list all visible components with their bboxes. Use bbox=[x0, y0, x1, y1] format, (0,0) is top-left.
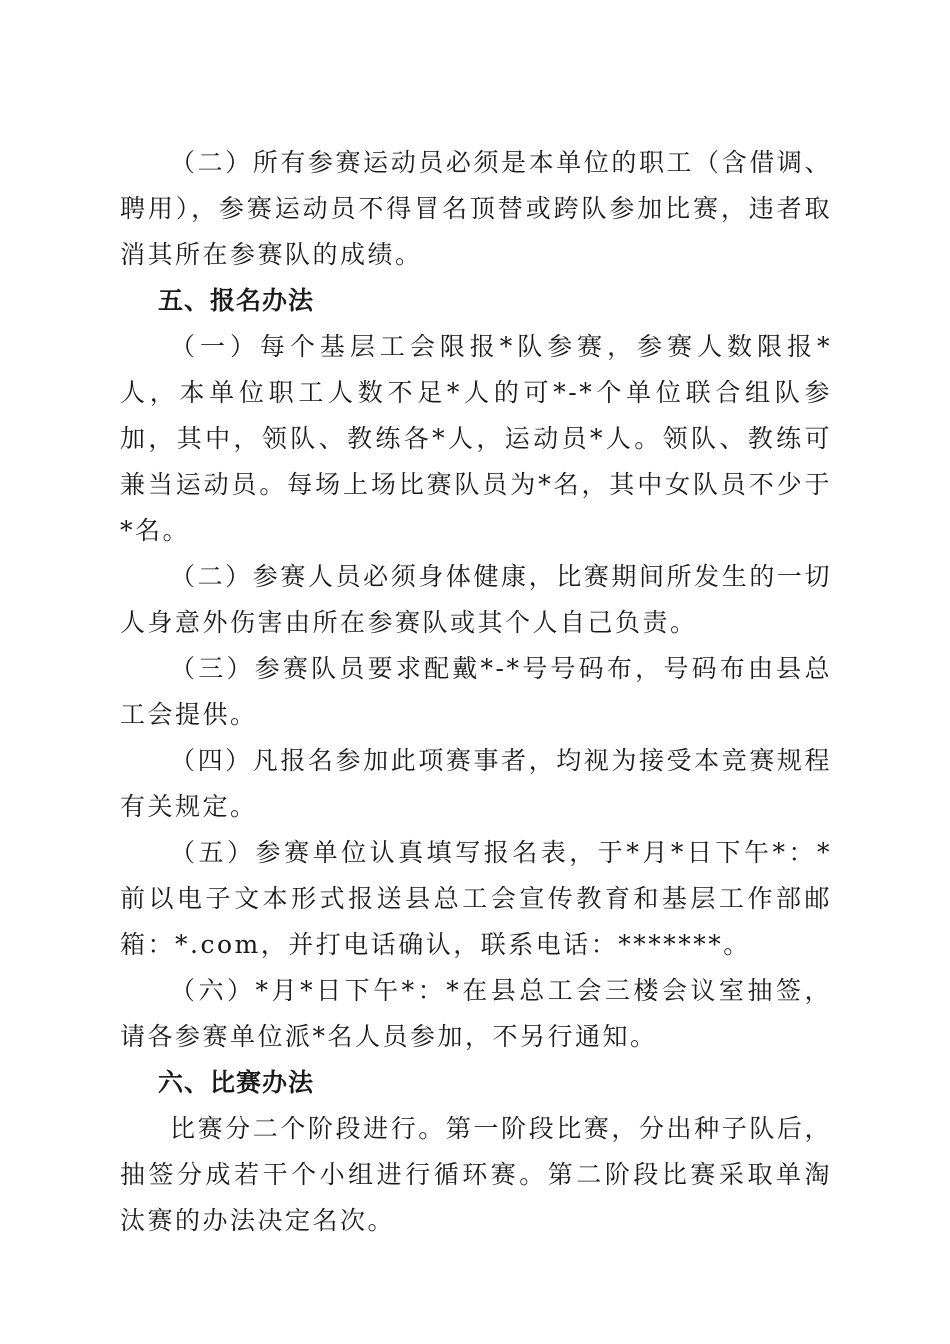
paragraph-acceptance: （四）凡报名参加此项赛事者，均视为接受本竞赛规程有关规定。 bbox=[120, 746, 832, 821]
paragraph-draw: （六）*月*日下午*：*在县总工会三楼会议室抽签，请各参赛单位派*名人员参加，不另行通知。 bbox=[120, 976, 832, 1051]
paragraph-health: （二）参赛人员必须身体健康，比赛期间所发生的一切人身意外伤害由所在参赛队或其个人自己负责。 bbox=[120, 562, 832, 637]
document-body bbox=[120, 140, 832, 1244]
paragraph-eligibility: （二）所有参赛运动员必须是本单位的职工（含借调、聘用），参赛运动员不得冒名顶替或跨队参加比赛，违者取消其所在参赛队的成绩。 bbox=[120, 148, 832, 269]
section-heading-competition: 六、比赛办法 bbox=[158, 1068, 315, 1097]
paragraph-team-quota: （一）每个基层工会限报*队参赛，参赛人数限报*人，本单位职工人数不足*人的可*-*个单位联合组队参加，其中，领队、教练各*人，运动员*人。领队、教练可兼当运动员。每场上场比赛队员为*名，其中女队员不少于*名。 bbox=[120, 332, 832, 545]
paragraph-submission: （五）参赛单位认真填写报名表，于*月*日下午*：*前以电子文本形式报送县总工会宣传教育和基层工作部邮箱：*.com，并打电话确认，联系电话：*******。 bbox=[120, 838, 832, 959]
section-heading-registration: 五、报名办法 bbox=[158, 286, 315, 315]
paragraph-competition-format: 比赛分二个阶段进行。第一阶段比赛，分出种子队后，抽签分成若干个小组进行循环赛。第二阶段比赛采取单淘汰赛的办法决定名次。 bbox=[120, 1114, 832, 1235]
paragraph-number-bibs: （三）参赛队员要求配戴*-*号号码布，号码布由县总工会提供。 bbox=[120, 654, 832, 729]
